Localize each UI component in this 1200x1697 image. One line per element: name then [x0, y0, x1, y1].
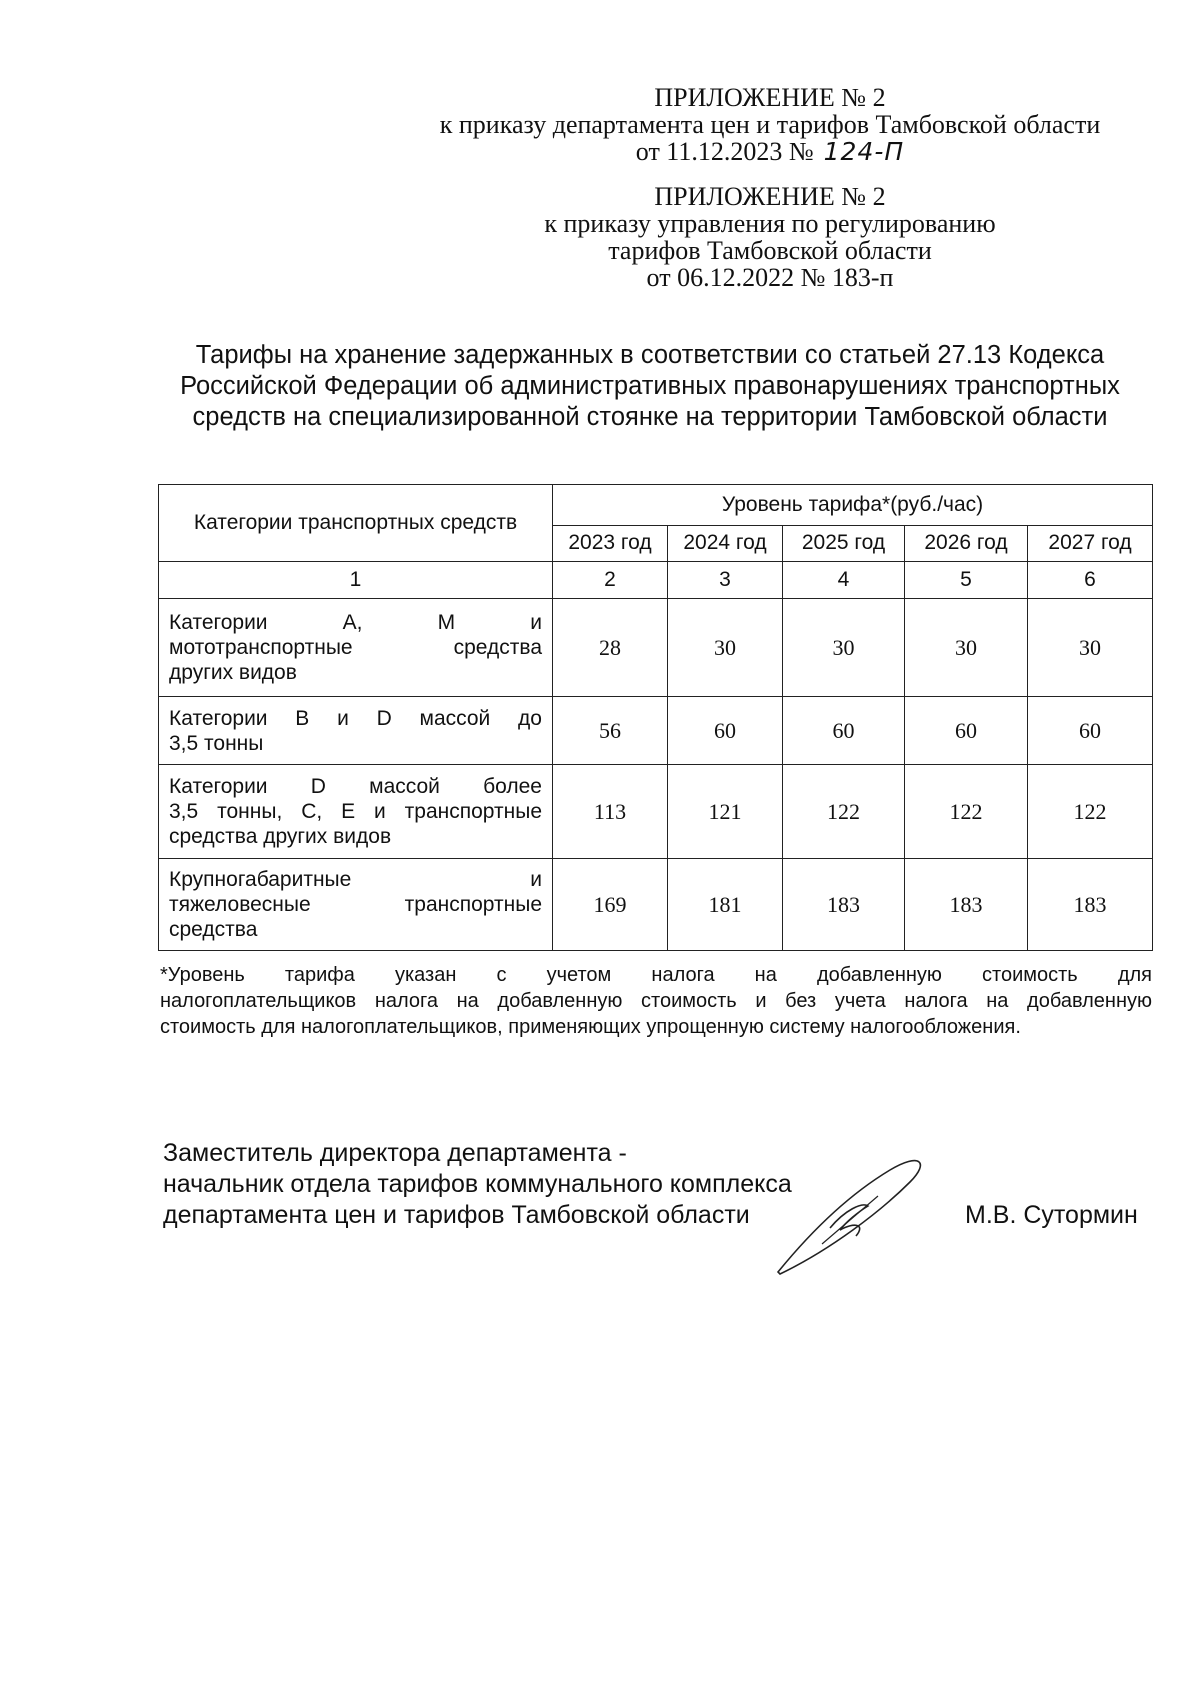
signatory-position-line-2: начальник отдела тарифов коммунального комплекса [163, 1170, 792, 1198]
tariff-value: 122 [1028, 765, 1153, 859]
category-line: 3,5 тонны [169, 731, 264, 755]
document-title [150, 340, 1150, 433]
tariff-value: 183 [1028, 859, 1153, 951]
header-year: 2023 год [553, 525, 668, 561]
appendix-1-header [410, 84, 1130, 165]
header-tariff-level: Уровень тарифа*(руб./час) [553, 485, 1153, 526]
column-number: 3 [668, 562, 783, 599]
category-line: Категории D массой более [169, 775, 542, 798]
appendix-2-title: ПРИЛОЖЕНИЕ № 2 [654, 182, 886, 211]
category-line: тяжеловесные транспортные [169, 893, 542, 916]
table-header-row [159, 485, 1153, 526]
signature-block [163, 1138, 792, 1231]
tariff-value: 121 [668, 765, 783, 859]
category-line: средства других видов [169, 825, 392, 848]
handwritten-order-number: 124-П [823, 137, 905, 166]
title-line-3: средств на специализированной стоянке на территории Тамбовской области [192, 403, 1108, 431]
table-row [159, 697, 1153, 765]
table-row [159, 599, 1153, 697]
signature-icon [770, 1150, 930, 1280]
signatory-position-line-1: Заместитель директора департамента - [163, 1139, 627, 1167]
header-year: 2026 год [905, 525, 1028, 561]
category-line: 3,5 тонны, С, Е и транспортные [169, 800, 542, 823]
handwritten-signature [770, 1150, 930, 1285]
appendix-1-order-line: к приказу департамента цен и тарифов Тамбовской области [439, 110, 1101, 139]
appendix-1-date: от 11.12.2023 № [635, 137, 814, 166]
tariff-value: 60 [1028, 697, 1153, 765]
tariff-value: 60 [783, 697, 905, 765]
tariff-value: 60 [668, 697, 783, 765]
tariff-value: 122 [905, 765, 1028, 859]
column-number: 1 [159, 562, 553, 599]
footnote [160, 962, 1152, 1040]
tariff-value: 183 [905, 859, 1028, 951]
title-line-1: Тарифы на хранение задержанных в соответствии со статьей 27.13 Кодекса [195, 341, 1105, 369]
category-cell [159, 765, 553, 859]
category-cell [159, 599, 553, 697]
appendix-2-line-2: тарифов Тамбовской области [608, 236, 932, 265]
category-line: мототранспортные средства [169, 636, 542, 659]
category-cell [159, 859, 553, 951]
table-row [159, 765, 1153, 859]
tariff-value: 183 [783, 859, 905, 951]
category-line: других видов [169, 661, 297, 684]
tariff-value: 113 [553, 765, 668, 859]
table-row [159, 859, 1153, 951]
appendix-1-title: ПРИЛОЖЕНИЕ № 2 [654, 83, 886, 112]
tariff-value: 181 [668, 859, 783, 951]
tariff-value: 122 [783, 765, 905, 859]
header-year: 2025 год [783, 525, 905, 561]
tariff-value: 169 [553, 859, 668, 951]
tariff-table [158, 484, 1153, 951]
category-cell [159, 697, 553, 765]
column-number: 6 [1028, 562, 1153, 599]
category-line: Категории В и D массой до [169, 706, 542, 730]
title-line-2: Российской Федерации об административных правонарушениях транспортных [180, 372, 1120, 400]
appendix-1-date-line [410, 138, 1130, 165]
column-number: 2 [553, 562, 668, 599]
signatory-position-line-3: департамента цен и тарифов Тамбовской области [163, 1201, 750, 1229]
appendix-2-line-1: к приказу управления по регулированию [544, 209, 996, 238]
footnote-line-3: стоимость для налогоплательщиков, применяющих упрощенную систему налогообложения. [160, 1016, 1021, 1038]
tariff-value: 28 [553, 599, 668, 697]
category-line: Категории А, М и [169, 611, 542, 634]
tariff-value: 30 [783, 599, 905, 697]
tariff-value: 30 [905, 599, 1028, 697]
column-number-row [159, 562, 1153, 599]
tariff-value: 56 [553, 697, 668, 765]
tariff-value: 30 [668, 599, 783, 697]
category-line: Крупногабаритные и [169, 868, 542, 891]
footnote-line-1: *Уровень тарифа указан с учетом налога на добавленную стоимость для [160, 964, 1152, 986]
header-year: 2024 год [668, 525, 783, 561]
footnote-line-2: налогоплательщиков налога на добавленную стоимость и без учета налога на добавленную [160, 990, 1152, 1012]
category-line: средства [169, 918, 258, 941]
header-category: Категории транспортных средств [159, 485, 553, 562]
appendix-2-header [470, 183, 1070, 291]
tariff-value: 60 [905, 697, 1028, 765]
signatory-name: М.В. Сутормин [965, 1201, 1138, 1229]
appendix-2-line-3: от 06.12.2022 № 183-п [646, 263, 894, 292]
header-year: 2027 год [1028, 525, 1153, 561]
tariff-value: 30 [1028, 599, 1153, 697]
column-number: 5 [905, 562, 1028, 599]
column-number: 4 [783, 562, 905, 599]
